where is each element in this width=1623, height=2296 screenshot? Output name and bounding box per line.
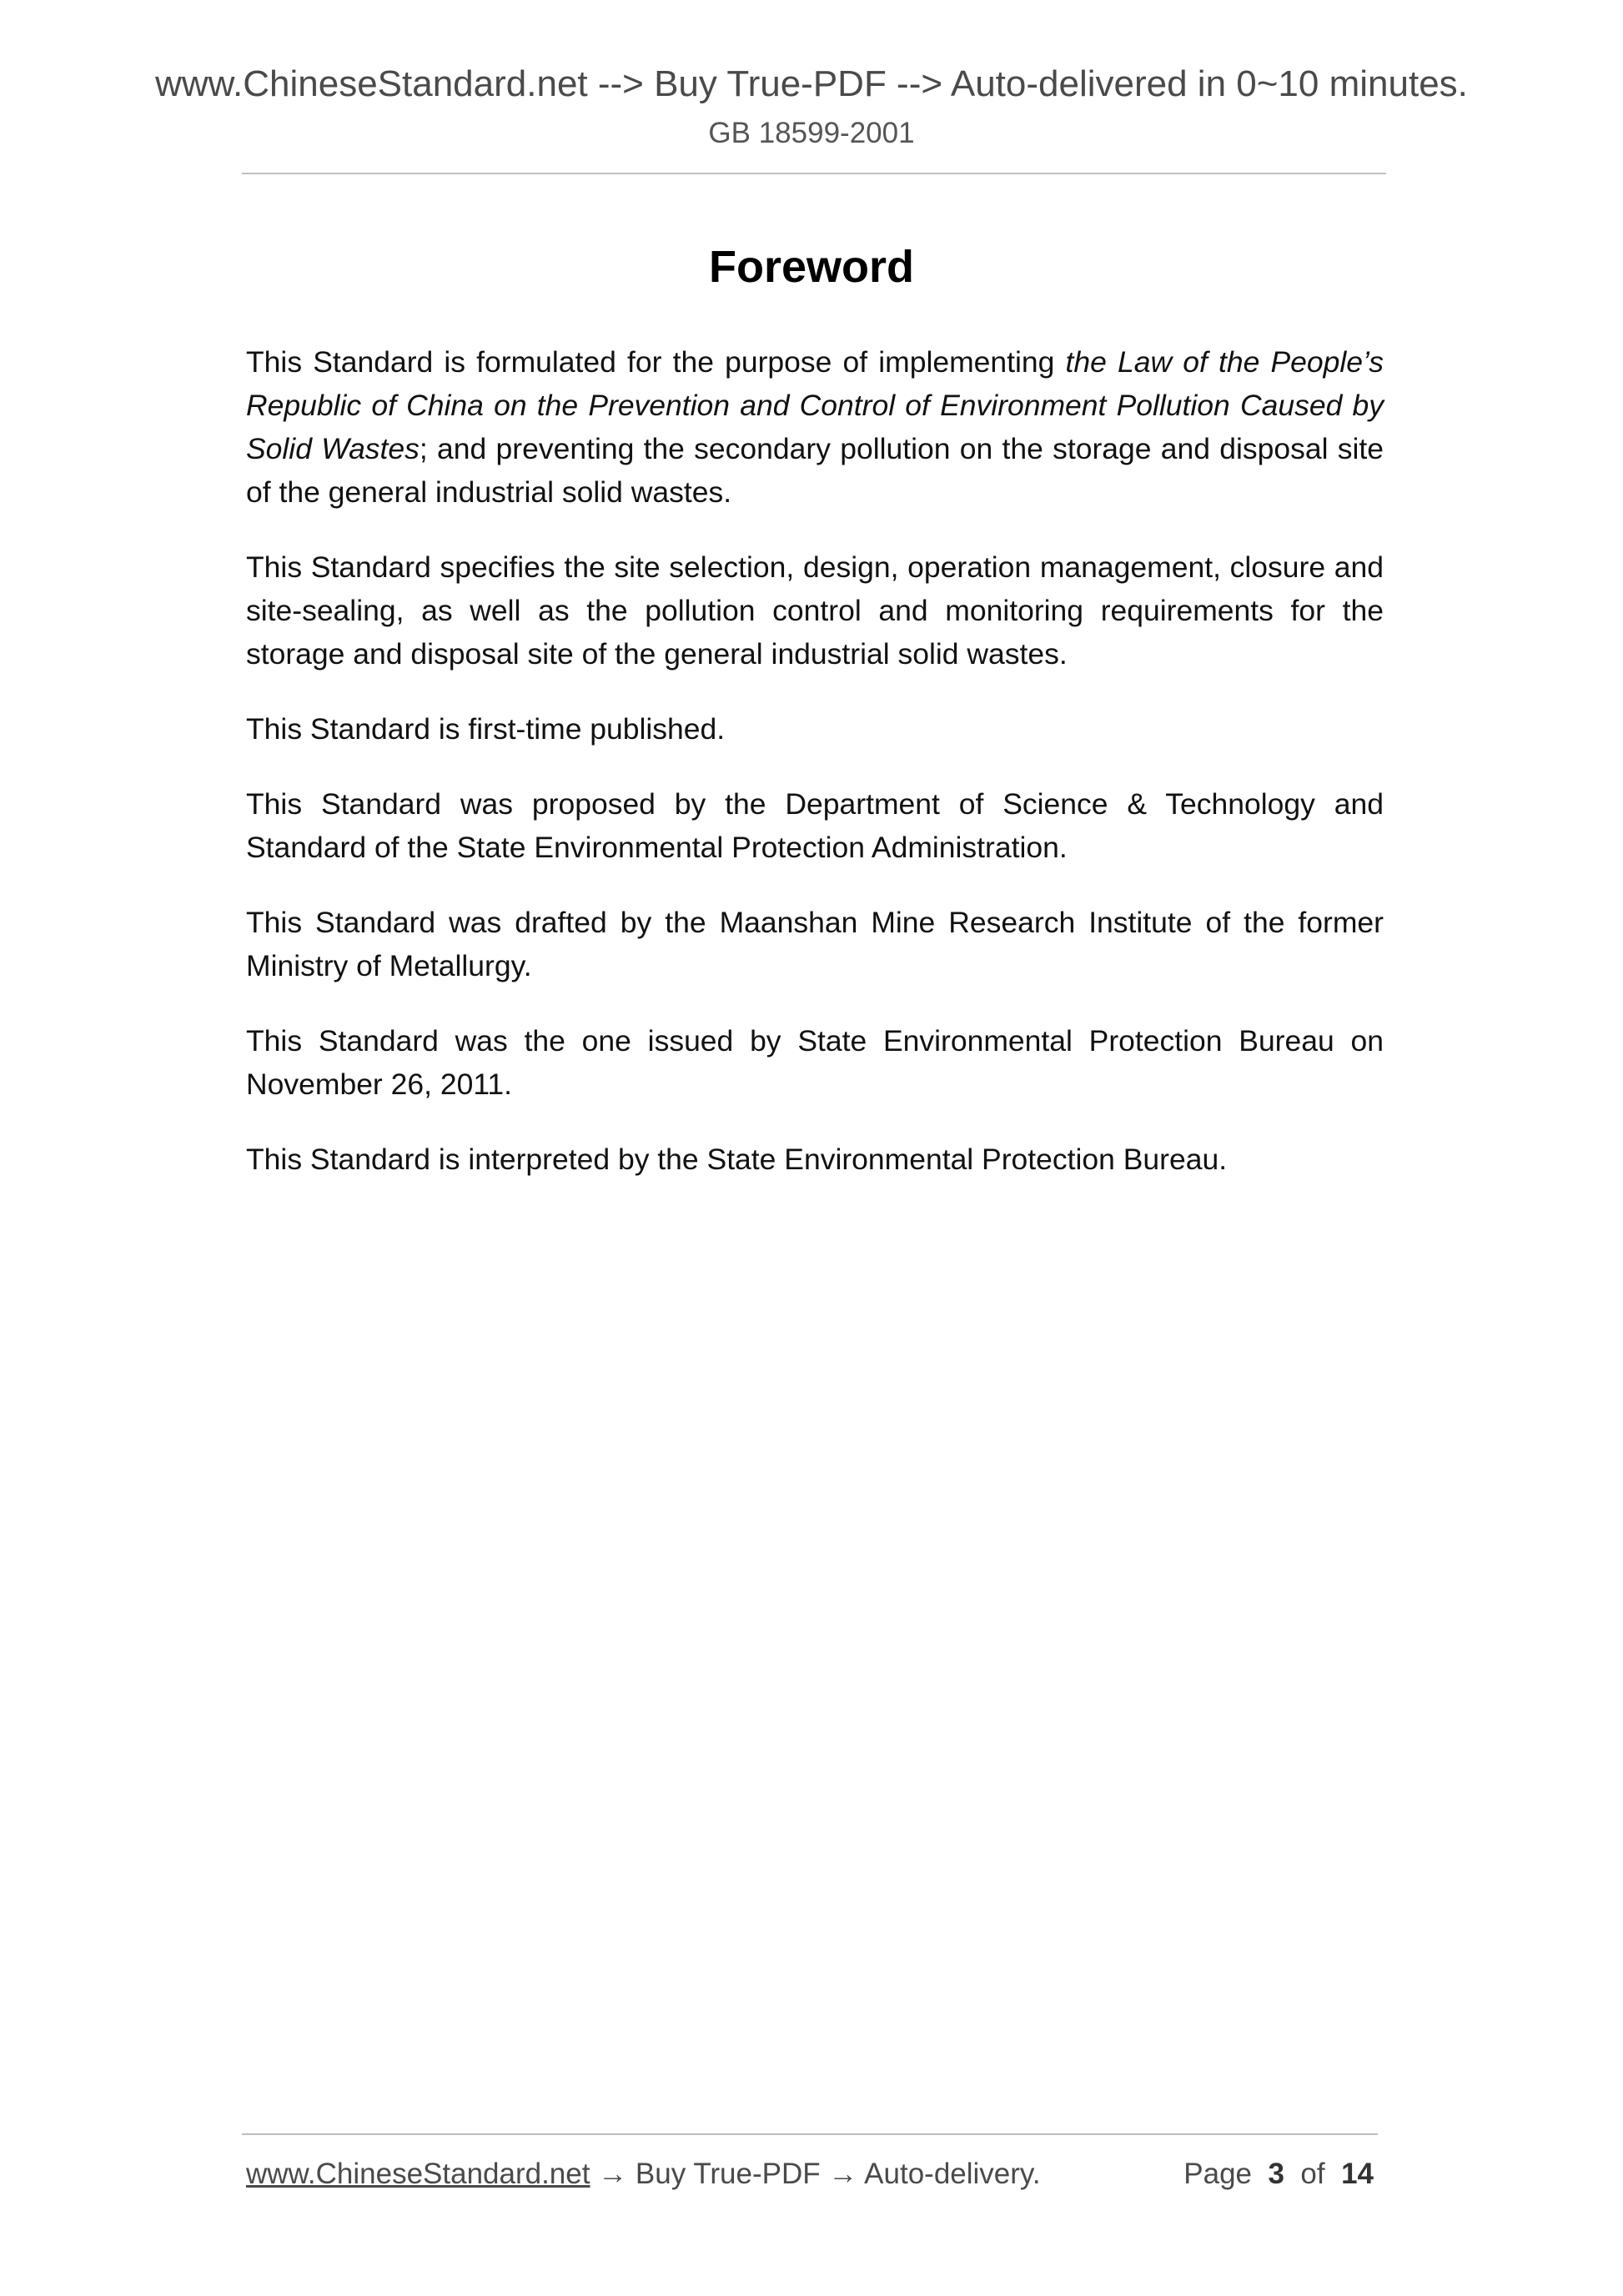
paragraph-proposer: This Standard was proposed by the Department of Science & Technology and Standard of the State Environmental Protection Administration.: [246, 787, 1384, 864]
paragraph-scope: This Standard specifies the site selection, design, operation management, closure and site-sealing, as well as the pollution control and monitoring requirements for the storage and disposal site of the general industrial solid wastes.: [246, 550, 1384, 671]
page-footer: [246, 2153, 1374, 2195]
page-current: 3: [1268, 2158, 1284, 2190]
foreword-body: [246, 340, 1384, 1213]
law-title: the Law of the People’s Republic of China on the Prevention and Control of Environment Pollution Caused by Solid Wastes: [246, 345, 1384, 465]
page-number: [1183, 2153, 1374, 2195]
page-total: 14: [1341, 2158, 1374, 2190]
page-label: Page: [1183, 2158, 1253, 2190]
paragraph-drafter: This Standard was drafted by the Maanshan Mine Research Institute of the former Ministry of Metallurgy.: [246, 906, 1384, 982]
footer-promo: [246, 2153, 1041, 2195]
header-divider: [242, 173, 1386, 174]
header-banner: www.ChineseStandard.net --> Buy True-PDF --> Auto-delivered in 0~10 minutes.: [155, 63, 1468, 104]
page-title: Foreword: [708, 242, 914, 292]
paragraph-publication: This Standard is first-time published.: [246, 712, 726, 746]
paragraph-interpreter: This Standard is interpreted by the State Environmental Protection Bureau.: [246, 1143, 1228, 1176]
paragraph-issuer: This Standard was the one issued by State Environmental Protection Bureau on November 26, 2011.: [246, 1024, 1384, 1101]
footer-promo-text: → Buy True-PDF → Auto-delivery.: [590, 2158, 1041, 2190]
footer-divider: [242, 2133, 1378, 2135]
standard-code: GB 18599-2001: [708, 117, 915, 149]
paragraph-purpose: [246, 340, 1384, 514]
paragraph-purpose-tail: ; and preventing the secondary pollution on the storage and disposal site of the general industrial solid wastes.: [246, 432, 1384, 509]
site-link[interactable]: www.ChineseStandard.net: [246, 2158, 590, 2190]
page-of-label: of: [1300, 2158, 1325, 2190]
paragraph-purpose-lead: This Standard is formulated for the purpose of implementing: [246, 345, 1066, 379]
